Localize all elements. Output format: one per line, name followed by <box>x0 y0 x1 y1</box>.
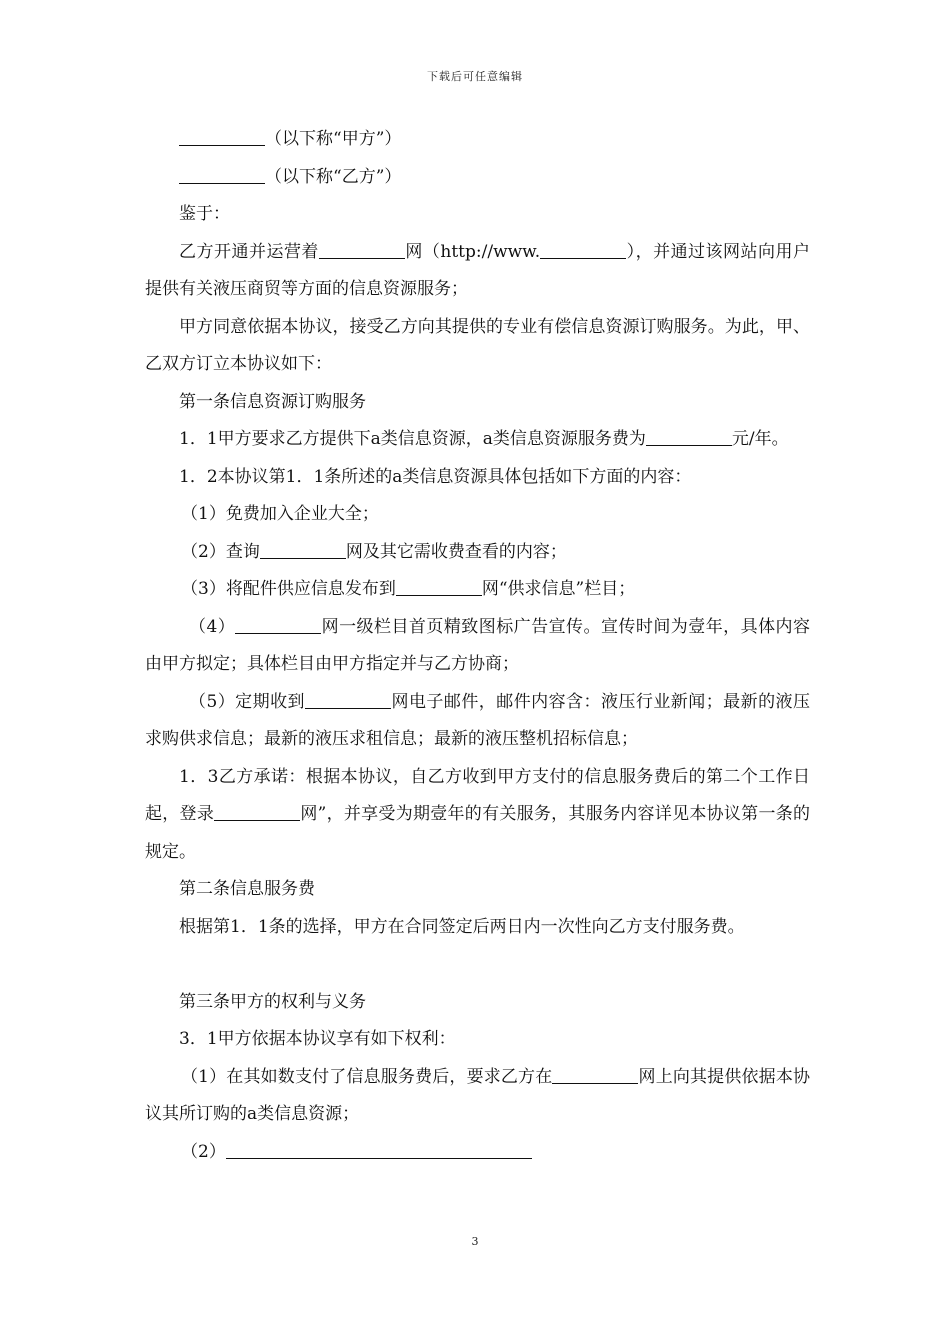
blank-line <box>319 242 405 259</box>
blank-line <box>260 542 346 559</box>
blank-line <box>540 242 626 259</box>
item-2: （2）查询 网及其它需收费查看的内容； <box>181 541 567 562</box>
page-number: 3 <box>471 1235 479 1248</box>
blank-line <box>235 617 321 634</box>
article-3-heading: 第三条甲方的权利与义务 <box>179 991 366 1012</box>
party-b-line: （以下称“乙方”） <box>145 159 810 197</box>
item-3: （3）将配件供应信息发布到 网“供求信息”栏目； <box>181 579 636 599</box>
blank-line <box>179 167 265 184</box>
blank-line <box>396 579 482 596</box>
blank-line <box>305 692 391 709</box>
blank-line <box>214 804 300 821</box>
right-1: （1）在其如数支付了信息服务费后，要求乙方在 网上向其提供依据本协议其所订购的a类信息资源； <box>145 1066 810 1124</box>
document-body <box>145 121 810 1171</box>
paragraph-agreement: 甲方同意依据本协议，接受乙方向其提供的专业有偿信息资源订购服务。为此，甲、乙双方订立本协议如下： <box>145 316 810 374</box>
article-2-heading: 第二条信息服务费 <box>179 879 315 899</box>
item-1: （1）免费加入企业大全； <box>181 504 379 524</box>
paragraph-operator: 乙方开通并运营着 网（http://www. ），并通过该网站向用户提供有关液压商贸等方面的信息资源服务； <box>145 241 810 299</box>
right-2: （2） <box>145 1134 810 1172</box>
clause-1-2: 1．2本协议第1．1条所述的a类信息资源具体包括如下方面的内容： <box>179 466 692 487</box>
item-5: （5）定期收到 网电子邮件，邮件内容含：液压行业新闻；最新的液压求购供求信息；最新的液压求租信息；最新的液压整机招标信息； <box>145 691 811 749</box>
whereas-heading: 鉴于： <box>179 204 230 224</box>
article-2-body: 根据第1．1条的选择，甲方在合同签定后两日内一次性向乙方支付服务费。 <box>179 916 745 937</box>
blank-line <box>179 129 265 146</box>
clause-3-1: 3．1甲方依据本协议享有如下权利： <box>179 1029 456 1049</box>
page-header: 下载后可任意编辑 <box>427 70 523 83</box>
party-a-line: （以下称“甲方”） <box>145 121 810 159</box>
clause-1-1: 1．1甲方要求乙方提供下a类信息资源，a类信息资源服务费为 元/年。 <box>179 429 789 449</box>
article-1-heading: 第一条信息资源订购服务 <box>179 391 366 412</box>
blank-line <box>552 1067 638 1084</box>
blank-line <box>646 429 732 446</box>
spacer <box>145 946 810 984</box>
blank-line <box>226 1142 532 1159</box>
clause-1-3: 1．3乙方承诺：根据本协议，自乙方收到甲方支付的信息服务费后的第二个工作日起，登录 网”，并享受为期壹年的有关服务，其服务内容详见本协议第一条的规定。 <box>145 766 810 862</box>
item-4: （4） 网一级栏目首页精致图标广告宣传。宣传时间为壹年，具体内容由甲方拟定；具体栏目由甲方指定并与乙方协商； <box>145 616 810 674</box>
